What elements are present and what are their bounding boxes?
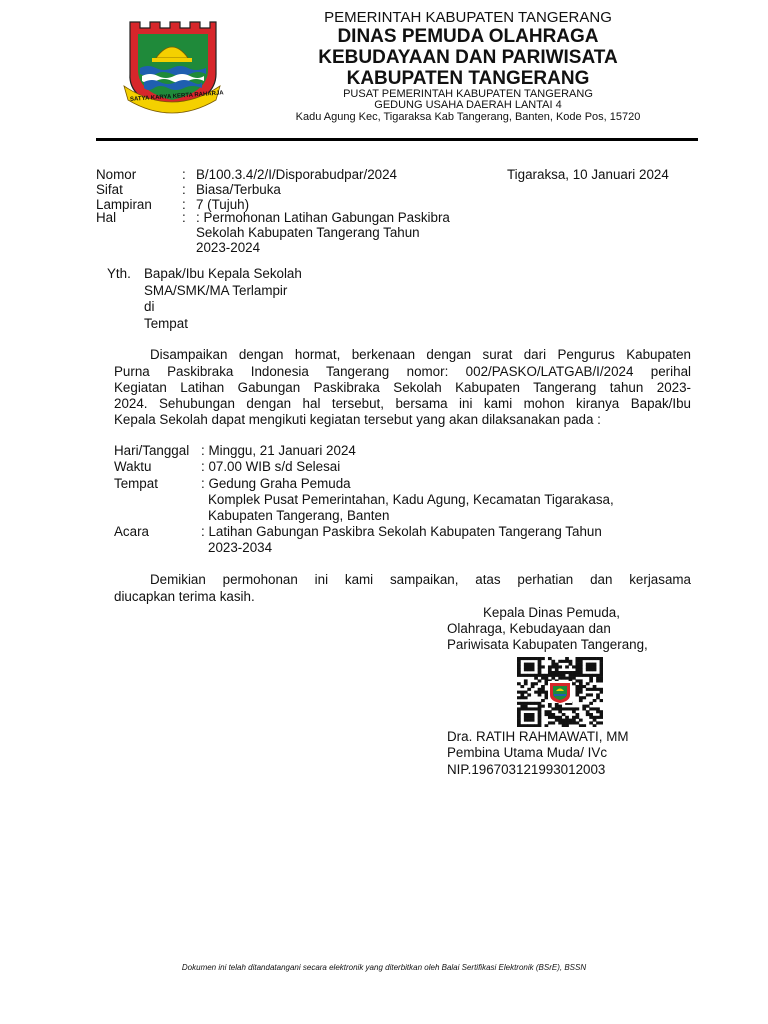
signatory-rank: Pembina Utama Muda/ IVc xyxy=(447,745,608,760)
tempat-label: Tempat xyxy=(114,476,158,491)
lampiran-label: Lampiran xyxy=(96,197,152,212)
acara-label: Acara xyxy=(114,524,149,539)
place-date: Tigaraksa, 10 Januari 2024 xyxy=(507,167,669,182)
body-line: Kegiatan Latihan Gabungan Paskibraka Sekolah Kabupaten Tangerang tahun 2023- xyxy=(114,380,691,395)
kop-address-line1: PUSAT PEMERINTAH KABUPATEN TANGERANG xyxy=(343,88,593,100)
lampiran-colon: : xyxy=(182,197,186,212)
waktu-value: : 07.00 WIB s/d Selesai xyxy=(201,459,341,474)
body-line: Kepala Sekolah dapat mengikuti kegiatan tersebut yang akan dilaksanakan pada : xyxy=(114,412,601,427)
signatory-title-line1: Kepala Dinas Pemuda, xyxy=(483,605,620,620)
body-line: Purna Paskibraka Indonesia Tangerang nomor: 002/PASKO/LATGAB/I/2024 perihal xyxy=(114,364,691,379)
esign-footer-note: Dokumen ini telah ditandatangani secara elektronik yang diterbitkan oleh Balai Sertifikasi Elektronik (BSrE), BSSN xyxy=(181,963,587,972)
hari-label: Hari/Tanggal xyxy=(114,443,190,458)
signatory-name: Dra. RATIH RAHMAWATI, MM xyxy=(447,729,629,744)
sifat-colon: : xyxy=(182,182,186,197)
addressee-line1: Bapak/Ibu Kepala Sekolah xyxy=(144,266,302,281)
kop-agency-line1: DINAS PEMUDA OLAHRAGA xyxy=(337,26,599,47)
tempat-value-line3: Kabupaten Tangerang, Banten xyxy=(208,508,390,523)
kop-agency-line3: KABUPATEN TANGERANG xyxy=(346,68,590,89)
acara-value-line1: : Latihan Gabungan Paskibra Sekolah Kabupaten Tangerang Tahun xyxy=(201,524,602,539)
waktu-label: Waktu xyxy=(114,459,152,474)
kop-address-line2: GEDUNG USAHA DAERAH LANTAI 4 xyxy=(374,99,562,111)
hal-value-line3: 2023-2024 xyxy=(196,240,261,255)
lampiran-value: 7 (Tujuh) xyxy=(196,197,250,212)
addressee-line4: Tempat xyxy=(144,316,188,331)
tempat-value-line2: Komplek Pusat Pemerintahan, Kadu Agung, Kecamatan Tigarakasa, xyxy=(208,492,614,507)
nomor-label: Nomor xyxy=(96,167,137,182)
tempat-value-line1: : Gedung Graha Pemuda xyxy=(201,476,351,491)
acara-value-line2: 2023-2034 xyxy=(208,540,273,555)
signatory-nip: NIP.196703121993012003 xyxy=(447,762,606,777)
hal-value-line2: Sekolah Kabupaten Tangerang Tahun xyxy=(196,225,420,240)
yth-label: Yth. xyxy=(107,266,131,281)
hal-label: Hal xyxy=(96,210,117,225)
nomor-colon: : xyxy=(182,167,186,182)
sifat-value: Biasa/Terbuka xyxy=(196,182,281,197)
hal-value-line1: : Permohonan Latihan Gabungan Paskibra xyxy=(196,210,450,225)
signatory-title-line2: Olahraga, Kebudayaan dan xyxy=(447,621,611,636)
hal-colon: : xyxy=(182,210,186,225)
nomor-value: B/100.3.4/2/I/Disporabudpar/2024 xyxy=(196,167,398,182)
addressee-line3: di xyxy=(144,299,155,314)
hari-value: : Minggu, 21 Januari 2024 xyxy=(201,443,356,458)
closing-line: diucapkan terima kasih. xyxy=(114,589,255,604)
kop-government: PEMERINTAH KABUPATEN TANGERANG xyxy=(324,9,612,26)
kop-agency-line2: KEBUDAYAAN DAN PARIWISATA xyxy=(318,47,618,68)
qr-code-icon xyxy=(517,657,603,727)
body-line: 2024. Sehubungan dengan hal tersebut, bersama ini kami mohon kiranya Bapak/Ibu xyxy=(114,396,691,411)
signatory-title-line3: Pariwisata Kabupaten Tangerang, xyxy=(447,637,648,652)
kop-address-line3: Kadu Agung Kec, Tigaraksa Kab Tangerang, Banten, Kode Pos, 15720 xyxy=(295,111,641,123)
letterhead-divider xyxy=(96,138,698,141)
body-line: Disampaikan dengan hormat, berkenaan dengan surat dari Pengurus Kabupaten xyxy=(150,347,691,362)
logo xyxy=(122,14,222,114)
closing-line: Demikian permohonan ini kami sampaikan, atas perhatian dan kerjasama xyxy=(150,572,691,587)
addressee-line2: SMA/SMK/MA Terlampir xyxy=(144,283,288,298)
logo-caption: SATYA KARYA KERTA RAHARJA xyxy=(129,90,224,103)
sifat-label: Sifat xyxy=(96,182,123,197)
